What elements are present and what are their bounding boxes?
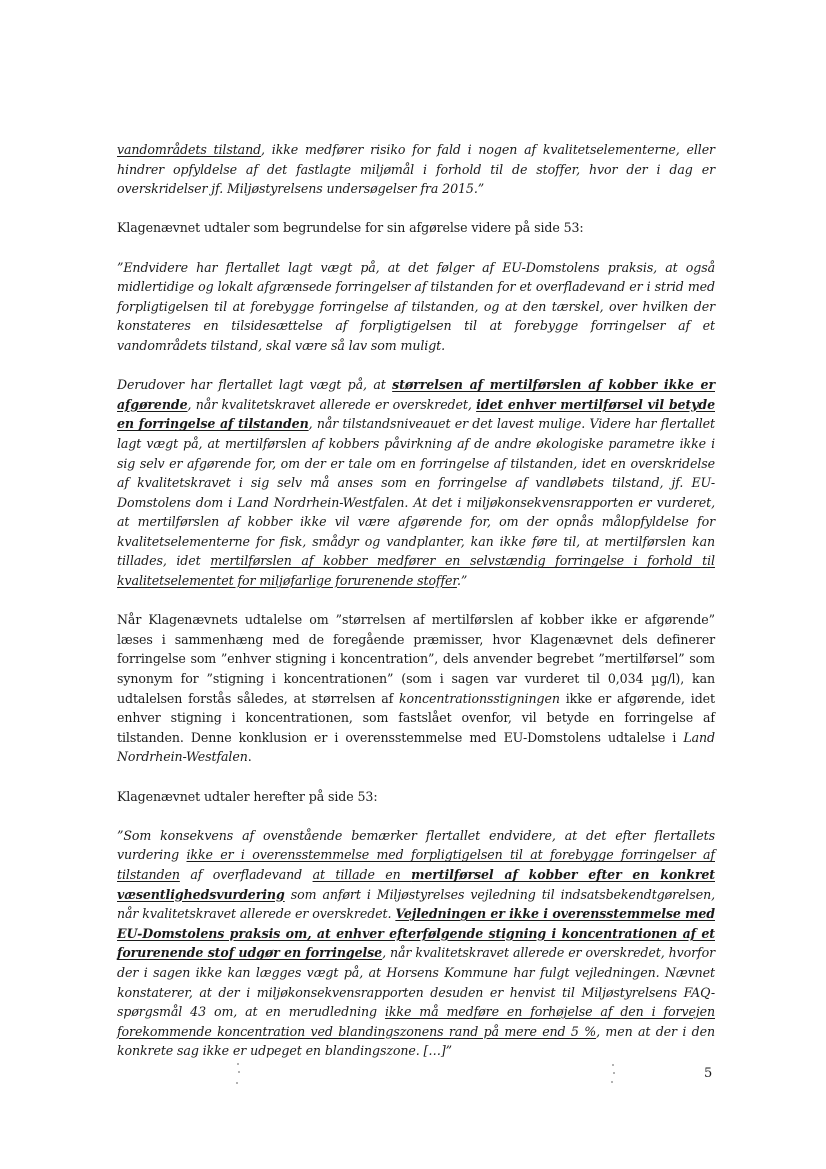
paragraph-p0 — [117, 140, 715, 199]
emphasized-text: størrelsen af mertilførslen af kobber ikke er afgørende — [117, 377, 715, 412]
text-run: ”Endvidere har flertallet lagt vægt på, at det følger af EU-Domstolens praksis, at også midlertidige og lokalt afgrænsede forringelser af tilstanden for et overfladevand er i strid med forpligtigelsen til at forebygge forringelse af tilstanden, og at den tærskel, over hvilken der konstateres en tilsidesættelse af forpligtigelsen til at forebygge forringelser af et vandområdets tilstand, skal være så lav som muligt. — [117, 259, 715, 353]
text-run: af overfladevand — [179, 866, 313, 882]
page-number: 5 — [704, 1066, 713, 1081]
text-run: som anført i Miljøstyrelses vejledning til indsatsbekendtgørelsen, når kvalitetskravet allerede er overskredet. — [117, 886, 715, 922]
text-run: , når kvalitetskravet allerede er overskredet, hvorfor der i sagen ikke kan lægges vægt på, at Horsens Kommune har fulgt vejledningen. Nævnet konstaterer, at der i miljøkonsekvensrapporten desuden er henvist til Miljøstyrelsens FAQ-spørgsmål 43 om, at en merudledning — [117, 945, 715, 1020]
emphasized-text: mertilførslen af kobber medfører en selvstændig forringelse i forhold til kvalitetselementet for miljøfarlige forurenende stoffer — [117, 553, 715, 589]
emphasized-text: Vejledningen er ikke i overensstemmelse med EU-Domstolens praksis om, at enhver efterfølgende stigning i koncentrationen af et forurenende stof udgør en forringelse — [117, 906, 715, 961]
emphasized-text: vandområdets tilstand — [117, 142, 262, 157]
scan-speck — [611, 1081, 613, 1083]
paragraph-p6 — [117, 826, 715, 1061]
italic-text: koncentrationsstigningen — [399, 690, 560, 706]
scan-speck — [612, 1064, 614, 1066]
paragraph-p3 — [117, 375, 715, 591]
emphasized-text: ikke må medføre en forhøjelse af den i forvejen forekommende koncentration ved blandingszonens rand på mere end 5 % — [117, 1004, 715, 1039]
text-run: .” — [456, 573, 468, 589]
emphasized-text: mertilførsel af kobber efter en konkret væsentlighedsvurdering — [117, 866, 715, 902]
text-run: , når tilstandsniveauet er det lavest mulige. Videre har flertallet lagt vægt på, at mertilførslen af kobbers påvirkning af de andre økologiske parametre ikke i sig selv er afgørende for, om der er tale om en forringelse af tilstanden, idet en overskridelse af kvalitetskravet i sig selv må anses som en forringelse af vandløbets tilstand, jf. EU-Domstolens dom i Land Nordrhein-Westfalen. At det i miljøkonsekvensrapporten er vurderet, at mertilførslen af kobber ikke vil være afgørende for, om der opnås målopfyldelse for kvalitetselementerne for fisk, smådyr og vandplanter, kan ikke føre til, at mertilførslen kan tillades, idet — [117, 416, 715, 569]
text-run: ikke er afgørende, idet enhver stigning i koncentrationen, som fastslået ovenfor, vil betyde en forringelse af tilstanden. Denne konklusion er i overensstemmelse med EU-Domstolens udtalelse i — [117, 690, 715, 745]
text-run: , men at der i den konkrete sag ikke er udpeget en blandingszone. […]” — [117, 1023, 715, 1059]
scan-speck — [237, 1063, 239, 1065]
text-run: Klagenævnet udtaler herefter på side 53: — [117, 788, 378, 804]
emphasized-text: ikke er i overensstemmelse med forpligtigelsen til at forebygge forringelser af tilstanden — [117, 847, 715, 882]
text-run: Når Klagenævnets udtalelse om ”størrelsen af mertilførslen af kobber ikke er afgørende” læses i sammenhæng med de foregående præmisser, hvor Klagenævnet dels definerer forringelse som ”enhver stigning i koncentration”, dels anvender begrebet ”mertilførsel” som synonym for ”stigning i koncentrationen” (som i sagen var vurderet til 0,034 µg/l), kan udtalelsen forstås således, at størrelsen af — [117, 612, 715, 706]
paragraph-p2 — [117, 258, 715, 356]
text-run: Klagenævnet udtaler som begrundelse for sin afgørelse videre på side 53: — [117, 220, 584, 236]
paragraph-p4 — [117, 610, 715, 767]
emphasized-text: idet enhver mertilførsel vil betyde en forringelse af tilstanden — [117, 396, 715, 432]
scan-speck — [236, 1082, 238, 1084]
scan-speck — [238, 1071, 240, 1073]
paragraph-p1 — [117, 218, 715, 238]
text-run: , når kvalitetskravet allerede er overskredet, — [187, 396, 477, 412]
text-run: , ikke medfører risiko for fald i nogen af kvalitetselementerne, eller hindrer opfyldelse af det fastlagte miljømål i forhold til de stoffer, hvor der i dag er overskridelser jf. Miljøstyrelsens undersøgelser fra 2015.” — [117, 142, 715, 197]
text-run: Derudover har flertallet lagt vægt på, at — [117, 377, 393, 393]
emphasized-text: at tillade en — [312, 866, 412, 882]
text-run: . — [247, 749, 252, 765]
body-text — [117, 140, 715, 1081]
paragraph-p5 — [117, 787, 715, 807]
italic-text: Land Nordrhein-Westfalen — [117, 729, 715, 765]
scan-speck — [613, 1072, 615, 1074]
text-run: ”Som konsekvens af ovenstående bemærker flertallet endvidere, at det efter flertallets vurdering — [117, 827, 715, 863]
